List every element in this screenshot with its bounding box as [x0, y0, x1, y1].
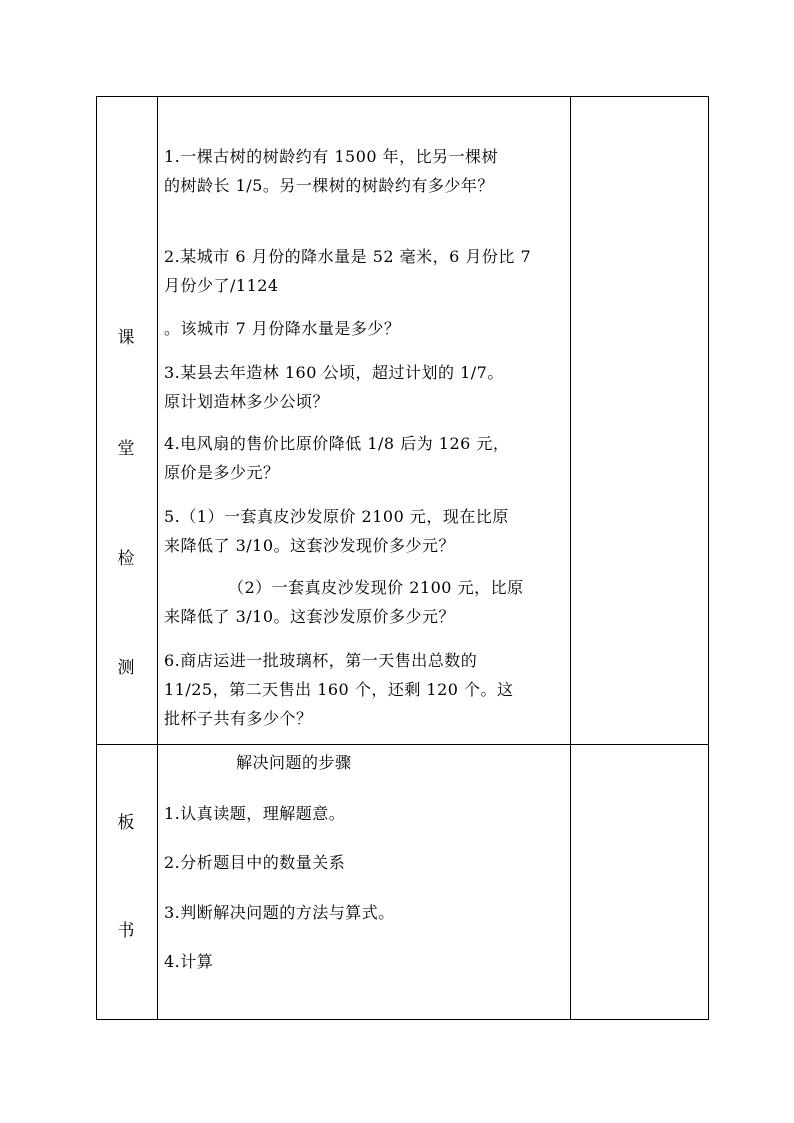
section-label-char: 测: [117, 658, 135, 678]
board-title: 解决问题的步骤: [236, 753, 352, 772]
question-line: 1.一棵古树的树龄约有 1500 年，比另一棵树: [164, 147, 499, 166]
step-line: 3.判断解决问题的方法与算式。: [164, 903, 395, 922]
question-line: 原计划造林多少公顷？: [164, 392, 330, 411]
lesson-table: [96, 96, 709, 1020]
question-line: （2）一套真皮沙发现价 2100 元，比原: [228, 578, 524, 597]
section-label-char: 书: [117, 921, 135, 941]
question-line: 来降低了 3/10。这套沙发现价多少元？: [164, 536, 456, 555]
question-line: 原价是多少元？: [164, 463, 280, 482]
question-line: 6.商店运进一批玻璃杯，第一天售出总数的: [164, 651, 478, 670]
column-divider-right: [570, 97, 571, 1019]
section-label-char: 板: [117, 813, 135, 833]
question-line: 月份少了/1124: [164, 276, 279, 295]
question-line: 3.某县去年造林 160 公顷，超过计划的 1/7。: [164, 363, 504, 382]
question-line: 2.某城市 6 月份的降水量是 52 毫米，6 月份比 7: [164, 247, 532, 266]
step-line: 4.计算: [164, 952, 214, 971]
question-line: 11/25，第二天售出 160 个，还剩 120 个。这: [164, 680, 514, 699]
step-line: 2.分析题目中的数量关系: [164, 853, 346, 872]
section-label-char: 课: [117, 328, 135, 348]
row-divider: [97, 744, 708, 745]
question-line: 来降低了 3/10。这套沙发原价多少元？: [164, 607, 456, 626]
column-divider-left: [157, 97, 158, 1019]
question-line: 。该城市 7 月份降水量是多少？: [164, 319, 401, 338]
question-line: 批杯子共有多少个？: [164, 709, 313, 728]
section-label-char: 堂: [117, 439, 135, 459]
question-line: 的树龄长 1/5。另一棵树的树龄约有多少年？: [164, 176, 494, 195]
section-label-char: 检: [117, 549, 135, 569]
question-line: 5.（1）一套真皮沙发原价 2100 元，现在比原: [164, 507, 509, 526]
question-line: 4.电风扇的售价比原价降低 1/8 后为 126 元，: [164, 434, 510, 453]
step-line: 1.认真读题，理解题意。: [164, 804, 346, 823]
